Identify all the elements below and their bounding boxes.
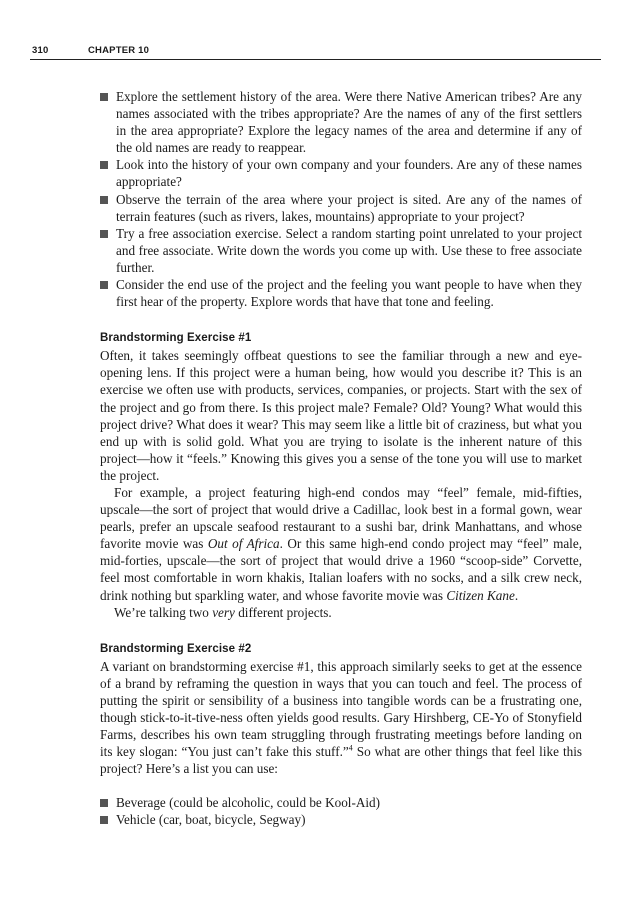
paragraph: Often, it takes seemingly offbeat questions to see the familiar through a new and eye-opening lens. If this project were a human being, how would you describe it? This is an exercise we often use with products, services, companies, or projects. Start with the sex of the project and go from there. Is this project male? Female? Old? Young? What would this project drive? What does it wear? This may seem like a little bit of craziness, but what you end up with is solid gold. What you are trying to isolate is the inherent nature of this project—how it “feels.” Knowing this gives you a sense of the tone you will use to market the project. <box>100 348 582 483</box>
page-number: 310 <box>32 45 49 56</box>
movie-title: Out of Africa <box>207 536 280 552</box>
section-heading-exercise-2: Brandstorming Exercise #2 <box>100 642 252 655</box>
footnote-marker: 4 <box>348 743 353 753</box>
list-item: Vehicle (car, boat, bicycle, Segway) <box>100 811 582 828</box>
bullet-square-icon <box>100 196 108 204</box>
bullet-square-icon <box>100 816 108 824</box>
list-item: Observe the terrain of the area where your project is sited. Are any of the names of terrain features (such as rivers, lakes, mountains) appropriate to your project? <box>100 191 582 225</box>
bullet-square-icon <box>100 161 108 169</box>
list-item: Explore the settlement history of the area. Were there Native American tribes? Are any names associated with the tribes appropriate? Are the names of any of the first settlers in the area appropriate? Explore the legacy names of the area and determine if any of the old names are ready to reappear. <box>100 88 582 156</box>
paragraph: For example, a project featuring high-end condos may “feel” female, mid-fifties, upscale—the sort of project that would drive a Cadillac, look best in a formal gown, wear pearls, prefer an upscale seafood restaurant to a sushi bar, drink Manhattans, and whose favorite movie was Out of Africa. Or this same high-end condo project may “feel” male, mid-forties, upscale—the sort of project that would drive a 1960 “scoop-side” Corvette, feel most comfortable in worn khakis, Italian loafers with no socks, and a silk crew neck, drink nothing but sparkling water, and whose favorite movie was Citizen Kane. <box>100 484 582 603</box>
list-item: Beverage (could be alcoholic, could be Kool-Aid) <box>100 794 582 811</box>
section-heading-exercise-1: Brandstorming Exercise #1 <box>100 332 252 345</box>
bullet-square-icon <box>100 281 108 289</box>
emphasis: very <box>212 604 235 620</box>
movie-title: Citizen Kane <box>446 587 515 603</box>
bullet-square-icon <box>100 93 108 101</box>
bullet-square-icon <box>100 799 108 807</box>
list-item: Consider the end use of the project and the feeling you want people to have when they first hear of the property. Explore words that have that tone and feeling. <box>100 276 582 310</box>
bullet-square-icon <box>100 230 108 238</box>
bullet-list-top <box>100 88 582 310</box>
paragraph: We’re talking two very different projects. <box>114 604 332 620</box>
paragraph: A variant on brandstorming exercise #1, this approach similarly seeks to get at the essence of a brand by reframing the question in ways that you can touch and feel. The process of putting the spirit or sensibility of a business into tangible words can be a frustrating one, though stick-to-it-tive-ness often yields good results. Gary Hirshberg, CE-Yo of Stonyfield Farms, describes his own team struggling through frustrating meetings before landing on its key slogan: “You just can’t fake this stuff.”$^4$ So what are other things that feel like this project? Here’s a list you can use: <box>100 658 582 777</box>
bullet-list-bottom <box>100 794 582 828</box>
chapter-label: CHAPTER 10 <box>88 45 150 56</box>
list-item: Look into the history of your own company and your founders. Are any of these names appropriate? <box>100 156 582 190</box>
list-item: Try a free association exercise. Select a random starting point unrelated to your project and free associate. Write down the words you come up with. Use these to free associate further. <box>100 225 582 276</box>
running-header <box>30 43 601 60</box>
page-body <box>100 88 582 829</box>
